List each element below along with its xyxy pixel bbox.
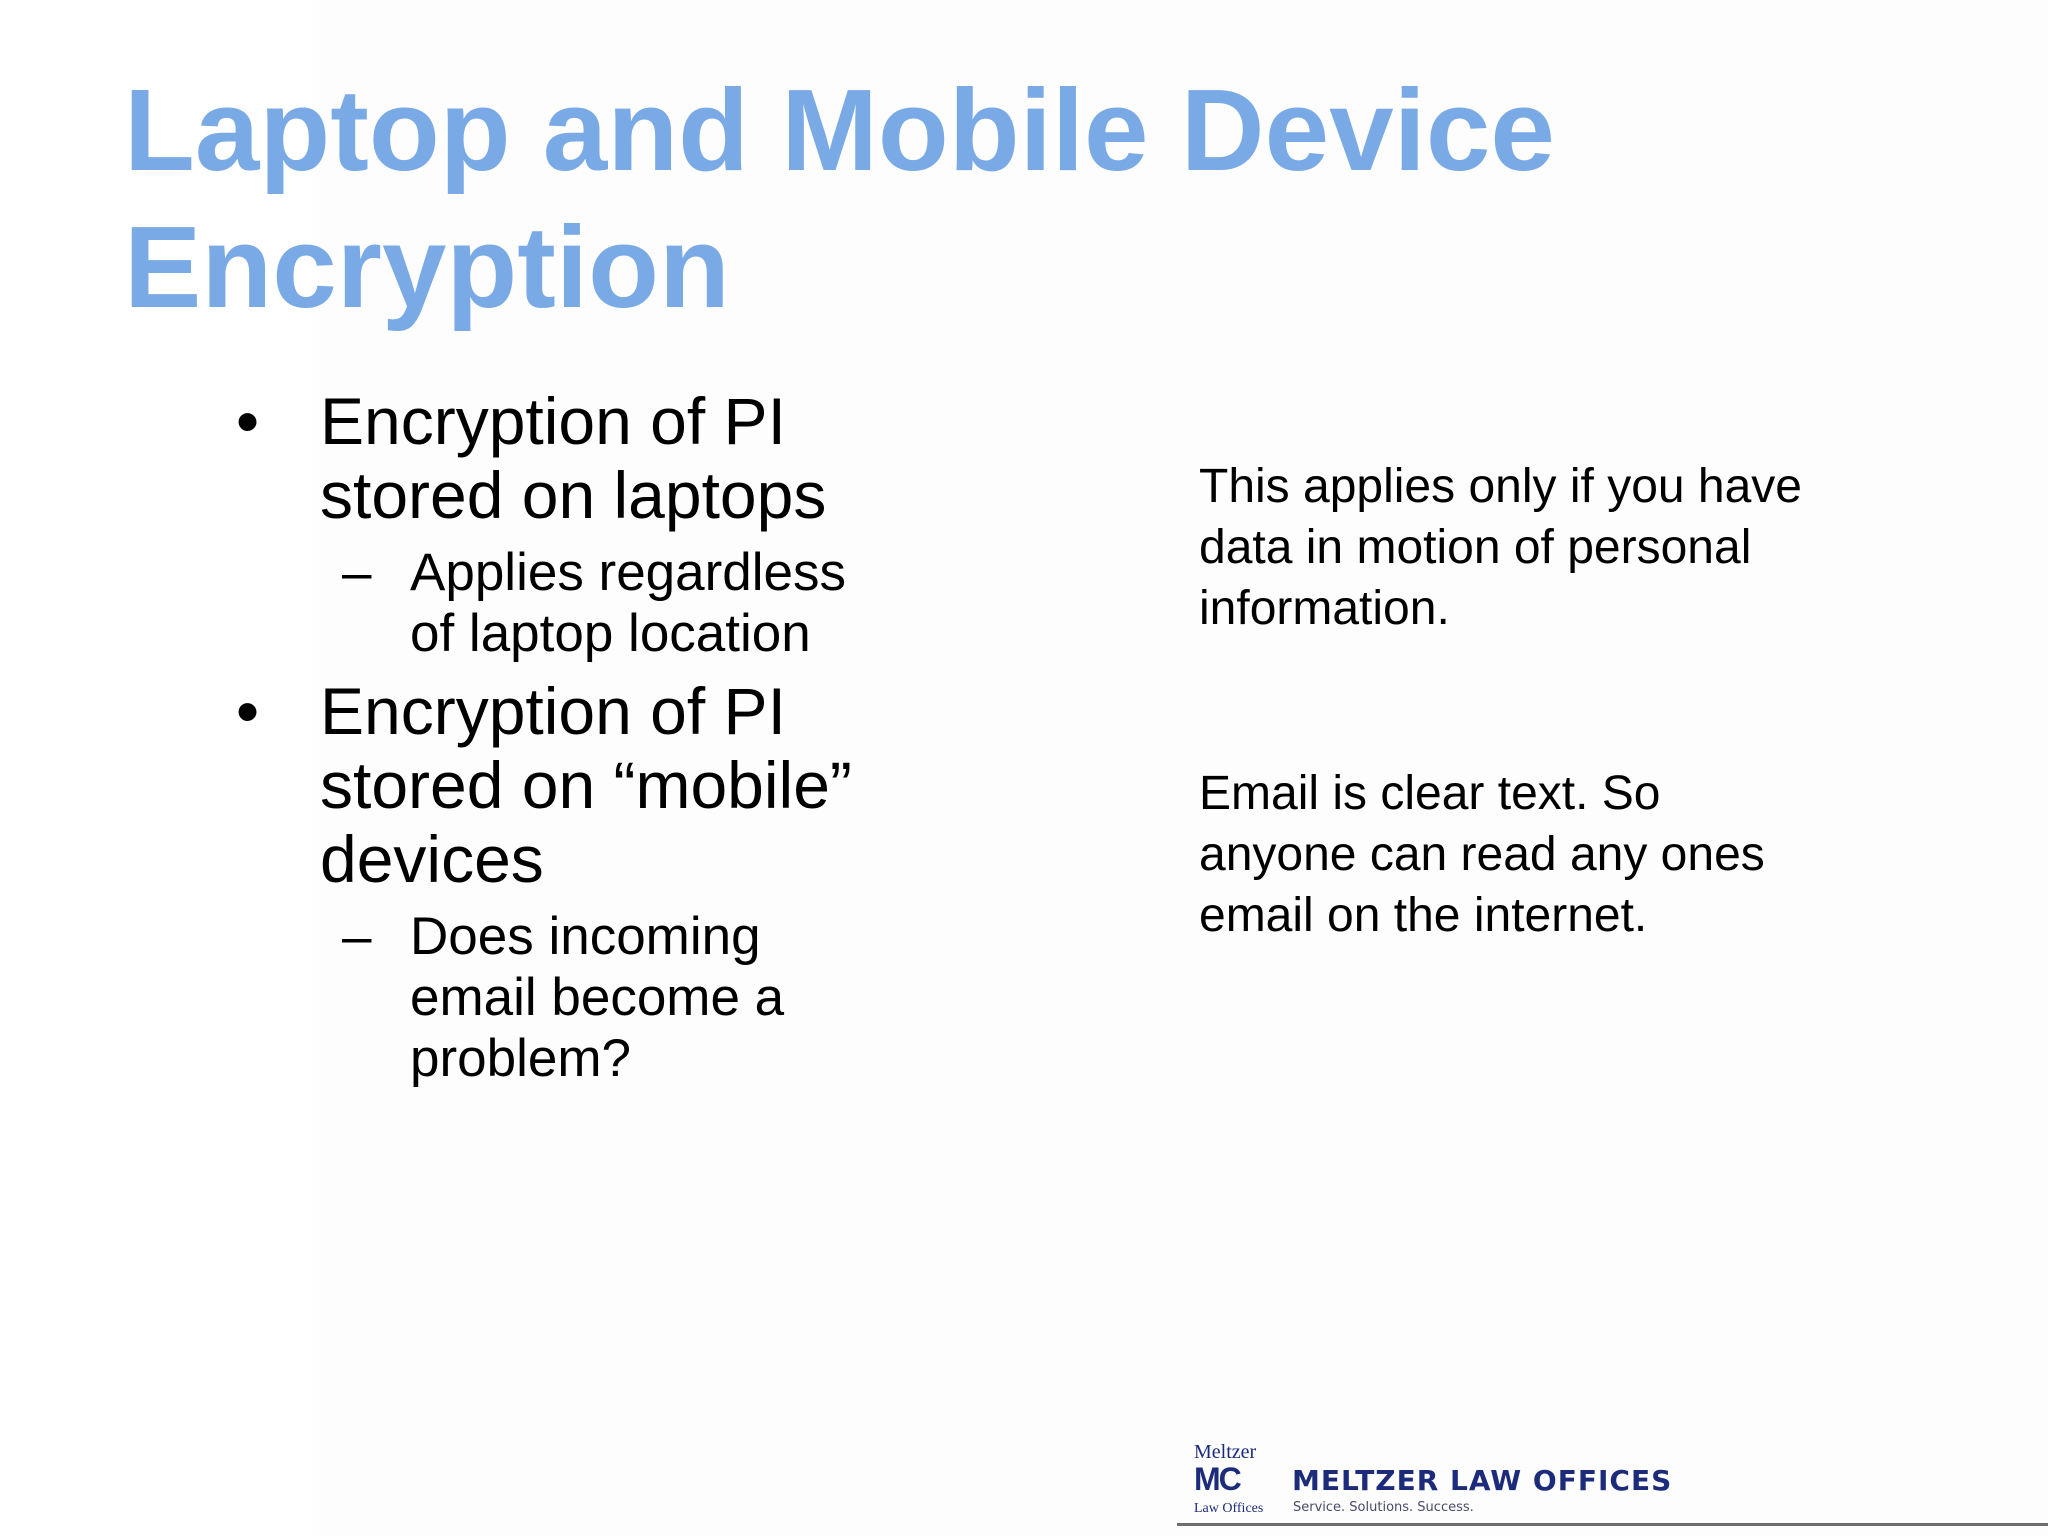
side-note-line: data in motion of personal bbox=[1199, 521, 1752, 574]
firm-tagline: Service. Solutions. Success. bbox=[1293, 1500, 1474, 1515]
side-note-line: email on the internet. bbox=[1199, 889, 1648, 942]
footer-divider bbox=[1177, 1523, 2048, 1526]
logo-text-bottom: Law Offices bbox=[1194, 1501, 1263, 1516]
side-note bbox=[1199, 763, 1959, 946]
bullet-item bbox=[236, 384, 936, 664]
bullet-item bbox=[236, 674, 936, 1089]
sub-bullet-text-line: Applies regardless bbox=[410, 543, 847, 602]
slide-title-line-2: Encryption bbox=[124, 202, 730, 332]
bullet-marker: • bbox=[236, 384, 260, 458]
bullet-text-line: Encryption of PI bbox=[320, 384, 786, 458]
slide-title bbox=[124, 62, 1924, 336]
sub-bullet-marker: – bbox=[342, 543, 372, 602]
side-note bbox=[1199, 456, 1959, 639]
side-note-line: anyone can read any ones bbox=[1199, 828, 1765, 881]
sub-bullet-item bbox=[236, 542, 936, 664]
bullet-list bbox=[236, 384, 936, 1099]
firm-name: MELTZER LAW OFFICES bbox=[1292, 1464, 1673, 1497]
bullet-text-line: Encryption of PI bbox=[320, 674, 786, 748]
bullet-text-line: stored on laptops bbox=[320, 458, 827, 532]
firm-logo bbox=[1177, 1438, 1677, 1522]
logo-text-mid: MC bbox=[1194, 1461, 1240, 1497]
bullet-text-line: stored on “mobile” bbox=[320, 748, 852, 822]
bullet-marker: • bbox=[236, 674, 260, 748]
side-note-line: information. bbox=[1199, 582, 1450, 635]
sub-bullet-text-line: problem? bbox=[410, 1029, 631, 1088]
sub-bullet-text-line: of laptop location bbox=[410, 604, 811, 663]
logo-text-top: Meltzer bbox=[1194, 1441, 1257, 1463]
side-note-line: Email is clear text. So bbox=[1199, 767, 1661, 820]
bullet-text-line: devices bbox=[320, 822, 544, 896]
sub-bullet-text-line: email become a bbox=[410, 968, 785, 1027]
sub-bullet-item bbox=[236, 906, 936, 1089]
meltzer-logo-icon bbox=[1193, 1438, 1263, 1516]
slide-title-line-1: Laptop and Mobile Device bbox=[124, 65, 1555, 195]
side-note-line: This applies only if you have bbox=[1199, 460, 1802, 513]
sub-bullet-marker: – bbox=[342, 907, 372, 966]
sub-bullet-text-line: Does incoming bbox=[410, 907, 761, 966]
